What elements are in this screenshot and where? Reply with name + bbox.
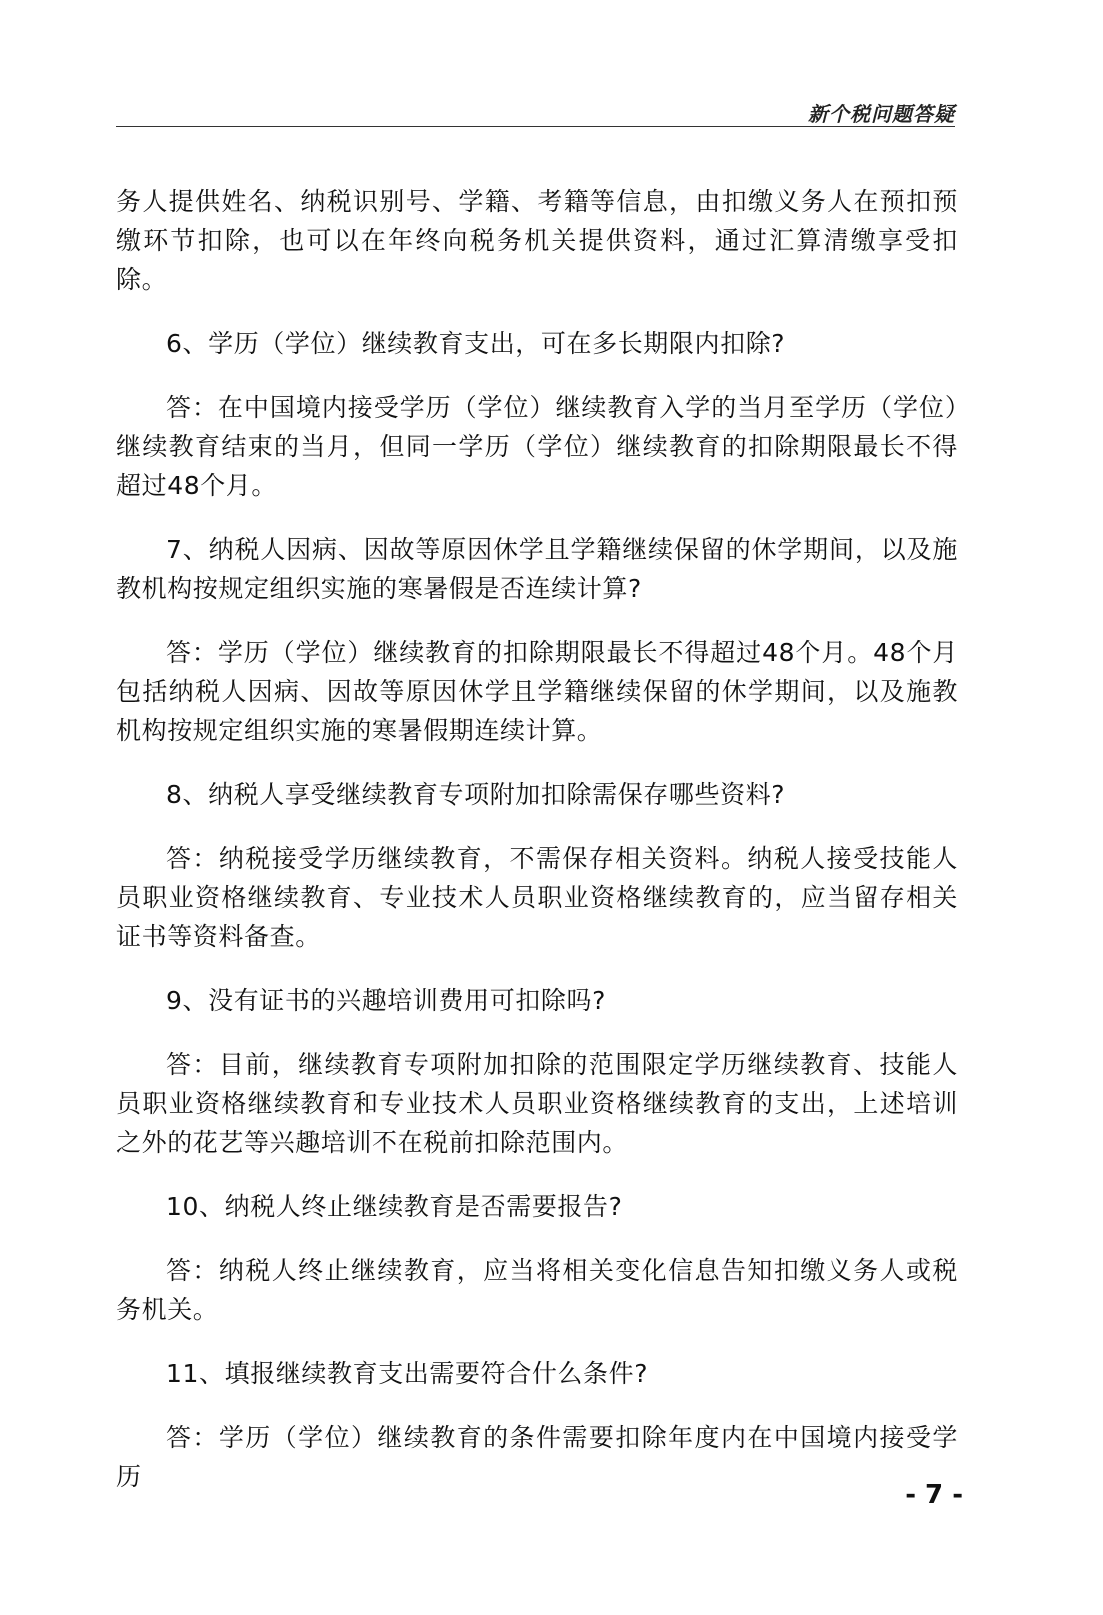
page-number: - 7 - [905, 1480, 963, 1510]
running-header [116, 96, 955, 127]
question-6: 6、学历（学位）继续教育支出，可在多长期限内扣除? [166, 329, 786, 358]
paragraph-continuation: 务人提供姓名、纳税识别号、学籍、考籍等信息，由扣缴义务人在预扣预缴环节扣除，也可以在年终向税务机关提供资料，通过汇算清缴享受扣除。 [116, 187, 958, 294]
question-10: 10、纳税人终止继续教育是否需要报告? [166, 1192, 623, 1221]
answer-11: 答：学历（学位）继续教育的条件需要扣除年度内在中国境内接受学历 [116, 1423, 958, 1491]
question-7: 7、纳税人因病、因故等原因休学且学籍继续保留的休学期间，以及施教机构按规定组织实施的寒暑假是否连续计算? [116, 535, 958, 603]
question-9: 9、没有证书的兴趣培训费用可扣除吗? [166, 986, 606, 1015]
question-11: 11、填报继续教育支出需要符合什么条件? [166, 1359, 649, 1388]
answer-7: 答：学历（学位）继续教育的扣除期限最长不得超过48个月。48个月包括纳税人因病、因故等原因休学且学籍继续保留的休学期间，以及施教机构按规定组织实施的寒暑假期连续计算。 [116, 638, 958, 745]
answer-8: 答：纳税接受学历继续教育，不需保存相关资料。纳税人接受技能人员职业资格继续教育、专业技术人员职业资格继续教育的，应当留存相关证书等资料备查。 [116, 844, 958, 951]
answer-6: 答：在中国境内接受学历（学位）继续教育入学的当月至学历（学位）继续教育结束的当月，但同一学历（学位）继续教育的扣除期限最长不得超过48个月。 [116, 393, 958, 500]
running-header-title: 新个税问题答疑 [808, 102, 955, 126]
answer-10: 答：纳税人终止继续教育，应当将相关变化信息告知扣缴义务人或税务机关。 [116, 1256, 958, 1324]
page-body [116, 182, 958, 1496]
answer-9: 答：目前，继续教育专项附加扣除的范围限定学历继续教育、技能人员职业资格继续教育和专业技术人员职业资格继续教育的支出，上述培训之外的花艺等兴趣培训不在税前扣除范围内。 [116, 1050, 958, 1157]
question-8: 8、纳税人享受继续教育专项附加扣除需保存哪些资料? [166, 780, 786, 809]
